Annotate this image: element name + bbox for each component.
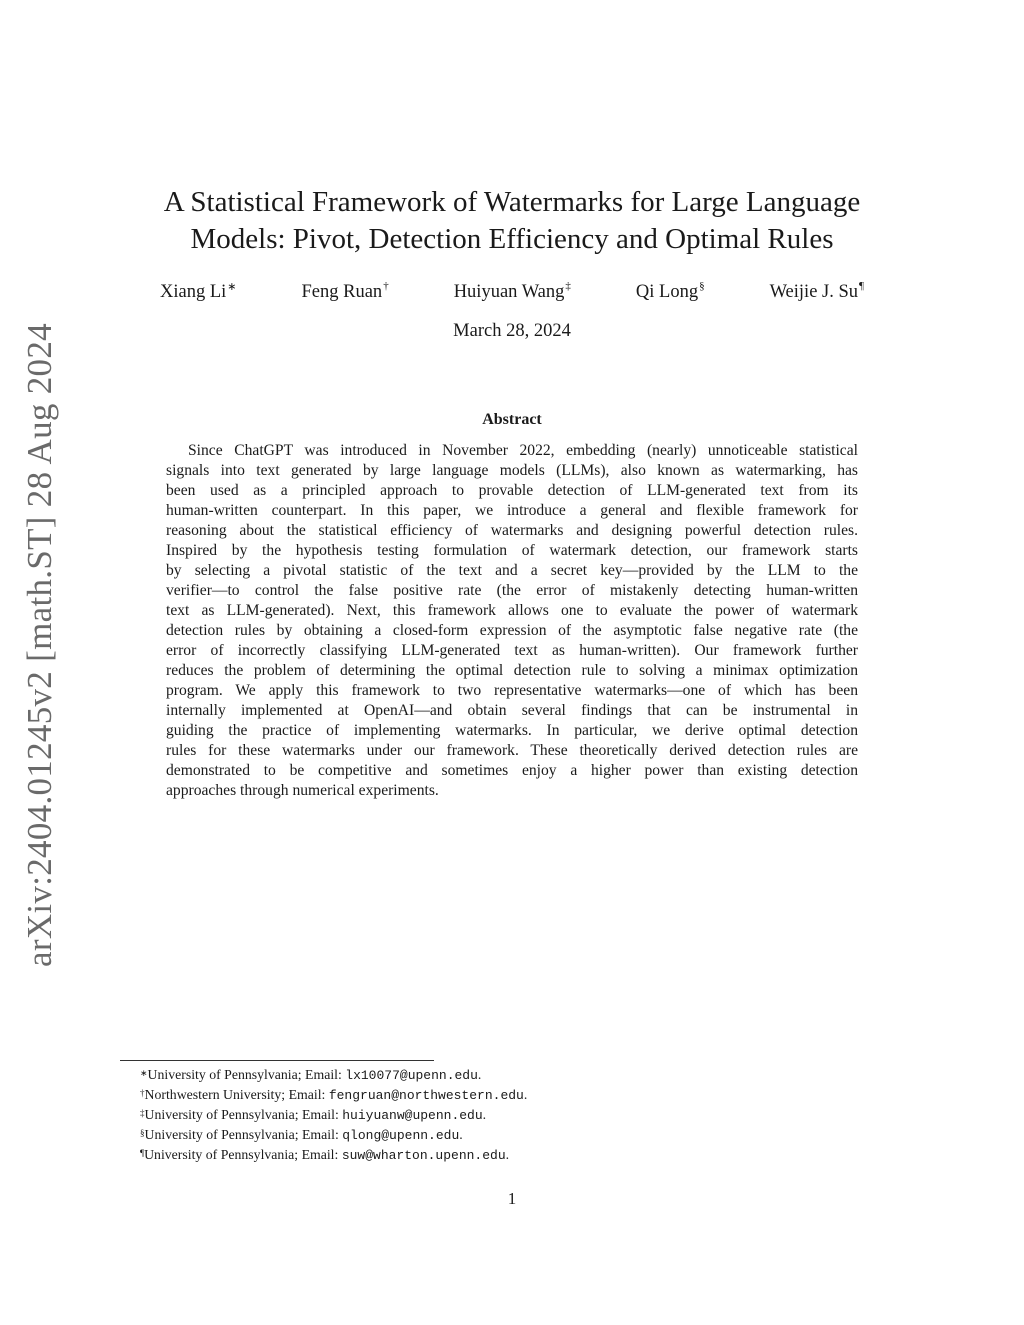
author-footnote-mark: †: [383, 280, 389, 292]
abstract-line: reduces the problem of determining the optimal detection rule to solving a minimax optimization: [166, 662, 858, 679]
footnote-divider: [120, 1060, 434, 1061]
abstract-line: been used as a principled approach to provable detection of LLM-generated text from its: [166, 482, 858, 499]
author-email[interactable]: fengruan@northwestern.edu: [328, 1088, 524, 1103]
author-footnote-mark: ‡: [565, 280, 571, 292]
footnote: [140, 1105, 740, 1125]
abstract-line: by selecting a pivotal statistic of the text and a secret key—provided by the LLM to the: [166, 562, 858, 579]
author-name: Huiyuan Wang: [453, 282, 565, 302]
abstract-line: Inspired by the hypothesis testing formulation of watermark detection, our framework starts: [166, 542, 858, 559]
footnote-end: .: [505, 1147, 510, 1162]
publication-date: March 28, 2024: [453, 321, 571, 341]
footnote: [140, 1145, 740, 1165]
footnote-mark: §: [140, 1128, 145, 1138]
footnote-mark: ∗: [140, 1068, 148, 1078]
author-footnote-mark: ¶: [859, 280, 864, 292]
author: [454, 282, 571, 303]
abstract-line: demonstrated to be competitive and sometimes enjoy a higher power than existing detection: [166, 762, 858, 779]
footnote-mark: ‡: [140, 1108, 145, 1118]
title-line-2: Models: Pivot, Detection Efficiency and Optimal Rules: [190, 223, 834, 255]
footnote-affiliation: University of Pennsylvania; Email:: [144, 1147, 342, 1162]
abstract-line: human-written counterpart. In this paper, we introduce a general and flexible framework for: [166, 502, 858, 519]
footnote-affiliation: University of Pennsylvania; Email:: [144, 1127, 343, 1142]
author-email[interactable]: qlong@upenn.edu: [342, 1128, 460, 1143]
author-name: Feng Ruan: [301, 282, 383, 302]
footnotes: [140, 1065, 740, 1165]
abstract-line: verifier—to control the false positive rate (the error of mistakenly detecting human-written: [166, 582, 858, 599]
author: [770, 282, 864, 303]
footnote: [140, 1065, 740, 1085]
paper-title: [140, 184, 884, 258]
abstract-line: signals into text generated by large language models (LLMs), also known as watermarking, has: [166, 462, 858, 479]
abstract-line: reasoning about the statistical efficiency of watermarks and designing powerful detection rules.: [166, 522, 858, 539]
author-footnote-mark: §: [699, 280, 705, 292]
footnote-end: .: [477, 1067, 482, 1082]
abstract-line: guiding the practice of implementing watermarks. In particular, we derive optimal detection: [166, 722, 858, 739]
footnote-affiliation: University of Pennsylvania; Email:: [147, 1067, 346, 1082]
author: [636, 282, 705, 303]
abstract-line: program. We apply this framework to two representative watermarks—one of which has been: [166, 682, 858, 699]
footnote-mark: †: [140, 1088, 145, 1098]
abstract-line: Since ChatGPT was introduced in November 2022, embedding (nearly) unnoticeable statistical: [188, 442, 858, 459]
author-email[interactable]: huiyuanw@upenn.edu: [342, 1108, 483, 1123]
footnote-mark: ¶: [140, 1148, 145, 1158]
abstract-line: text as LLM-generated). Next, this framework allows one to evaluate the power of watermark: [166, 602, 858, 619]
abstract-heading: Abstract: [482, 411, 542, 428]
author-footnote-mark: ∗: [227, 281, 237, 293]
footnote-end: .: [523, 1087, 528, 1102]
title-line-1: A Statistical Framework of Watermarks for Large Language: [163, 186, 861, 218]
author-email[interactable]: suw@wharton.upenn.edu: [341, 1148, 506, 1163]
author-list: [160, 282, 864, 303]
author-email[interactable]: lx10077@upenn.edu: [345, 1068, 478, 1083]
footnote-affiliation: Northwestern University; Email:: [144, 1087, 329, 1102]
footnote-end: .: [459, 1127, 463, 1142]
footnote-affiliation: University of Pennsylvania; Email:: [144, 1107, 343, 1122]
footnote-end: .: [482, 1107, 487, 1122]
author: [160, 282, 237, 303]
abstract-line: error of incorrectly classifying LLM-generated text as human-written). Our framework further: [166, 642, 858, 659]
author: [302, 282, 389, 303]
arxiv-identifier-stamp: arXiv:2404.01245v2 [math.ST] 28 Aug 2024: [20, 323, 59, 967]
abstract-line: internally implemented at OpenAI—and obtain several findings that can be instrumental in: [166, 702, 858, 719]
abstract-line: approaches through numerical experiments.: [166, 782, 439, 799]
author-name: Weijie J. Su: [769, 282, 859, 302]
author-name: Xiang Li: [160, 282, 227, 302]
page-number: 1: [507, 1189, 517, 1208]
abstract-line: rules for these watermarks under our framework. These theoretically derived detection rules are: [166, 742, 858, 759]
abstract-line: detection rules by obtaining a closed-form expression of the asymptotic false negative rate (the: [166, 622, 858, 639]
footnote: [140, 1085, 740, 1105]
abstract-body: [166, 441, 858, 801]
author-name: Qi Long: [635, 282, 699, 302]
footnote: [140, 1125, 740, 1145]
